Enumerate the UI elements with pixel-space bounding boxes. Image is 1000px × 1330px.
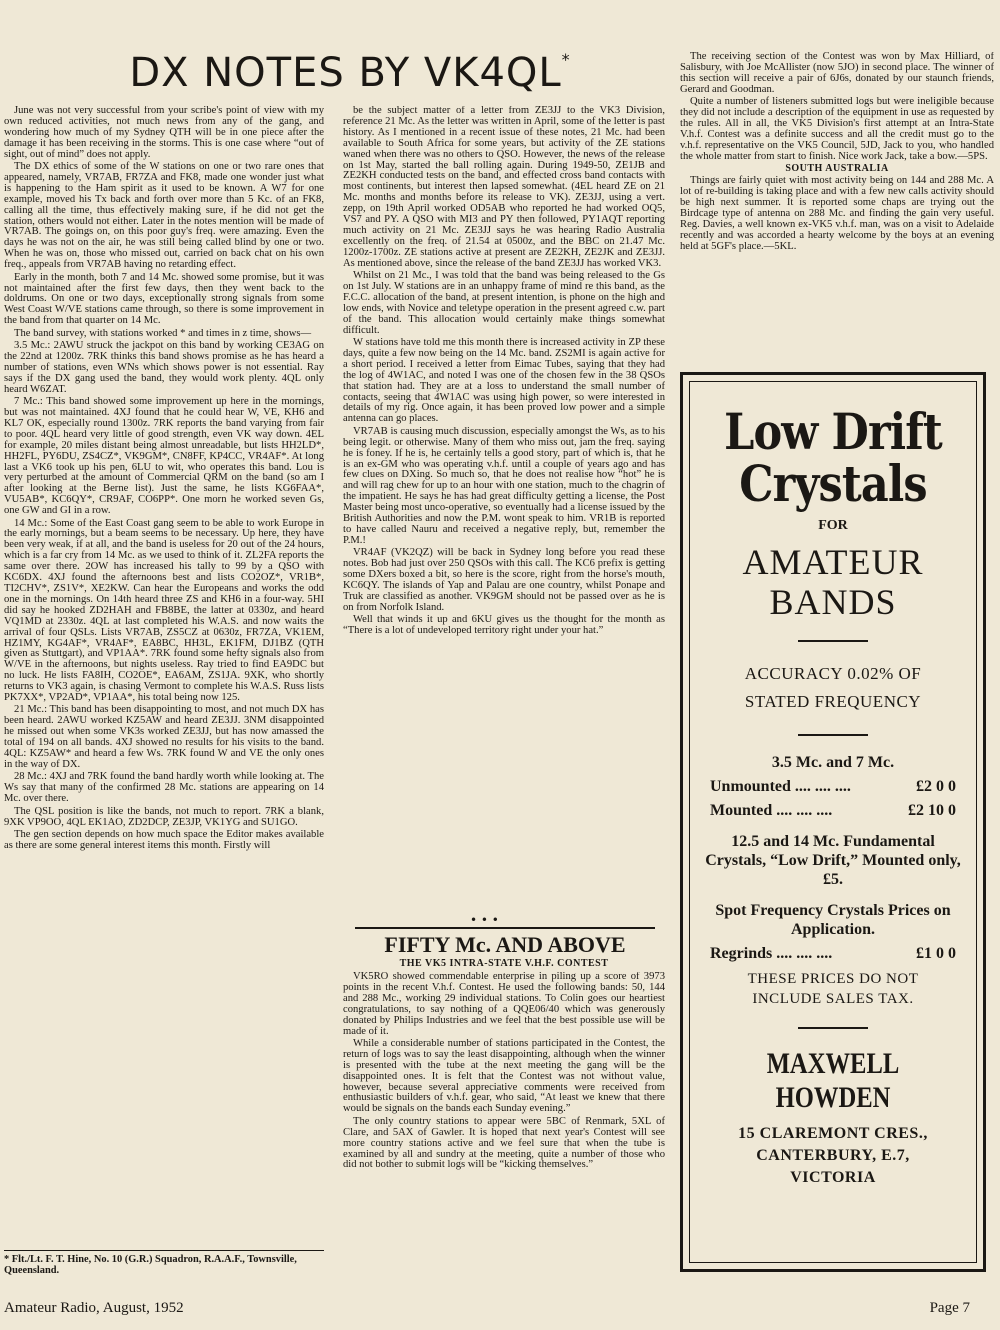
price-label: Mounted .... .... .... xyxy=(710,802,833,819)
column-2 xyxy=(343,106,665,956)
paragraph: 28 Mc.: 4XJ and 7RK found the band hardly worth while looking at. The Ws say that many of the confirmed 28 Mc. stations are appearing on 14 Mc. over there. xyxy=(4,771,324,805)
ad-accuracy-line-2: STATED FREQUENCY xyxy=(744,692,922,711)
paragraph: VR7AB is causing much discussion, especially amongst the Ws, as to his being legit. or otherwise. Many of them who miss out, jam the freq. saying he is foney. If he is, he certainly tells a good story, part of which is, that he is an ex-GM who was operating v.h.f. until a couple of years ago and has few clues on DXing. So much so, that he does not realise how “hot” he is and will rag chew for up to an hour with one station, much to the chagrin of the impatient. He says he has had great difficulty getting a license, the Post Master being most unco-operative, so eventually had a license issued by the British Authorities and now the P.M. wont speak to him. VR1B is reported to have called Nauru and received a negative reply, but, remember the P.M.! xyxy=(343,425,665,546)
ad-company-name: MAXWELL HOWDEN xyxy=(766,1047,900,1114)
ad-amateur-bands xyxy=(690,542,976,622)
subheading-vk5-contest: THE VK5 INTRA-STATE V.H.F. CONTEST xyxy=(399,958,609,969)
paragraph: Whilst on 21 Mc., I was told that the band was being released to the Gs on 1st July. W stations are in an unhappy frame of mind re this band, as the F.C.C. allocation of the band, at present intention, is phone on the high and low ends, with Novice and teletype operation in the present agreed c.w. part of the band. This allocation would certainly make things somewhat difficult. xyxy=(343,270,665,336)
paragraph: The band survey, with stations worked * and times in z time, shows— xyxy=(14,327,312,339)
author-footnote: * Flt./Lt. F. T. Hine, No. 10 (G.R.) Squadron, R.A.A.F., Townsville, Queensland. xyxy=(4,1250,324,1276)
footer-page-number: Page 7 xyxy=(929,1300,970,1316)
paragraph: The gen section depends on how much space the Editor makes available as there are some general interest items this month. Firstly will xyxy=(4,828,324,851)
paragraph: Well that winds it up and 6KU gives us the thought for the month as “There is a lot of undeveloped territory right under your hat.” xyxy=(343,614,665,637)
price-value: £1 0 0 xyxy=(916,945,956,962)
paragraph: 21 Mc.: This band has been disappointing to most, and not much DX has been heard. 2AWU worked KZ5AW and heard ZE3JJ. 3NM disappointed he missed out when some VK3s worked ZE3JJ, but has now amassed the total of 194 on all bands. 4XJ showed no results for his visits to the band. 4QL: KZ5AW* and heard a few Ws. 7RK found W and VE the only ones in the way of DX. xyxy=(4,704,324,770)
paragraph: While a considerable number of stations participated in the Contest, the return of logs was to say the least disappointing, although when the winner is presented with the tube at the next meeting the gang will be the disappointed ones. It is felt that the Contest was not without value, however, because several appreciative comments were received from enthusiastic builders of v.h.f. gear, who said, “At least we knew that there would be signals on the bands each Sunday evening.” xyxy=(343,1037,665,1115)
paragraph: 14 Mc.: Some of the East Coast gang seem to be able to work Europe in the early mornings, but a beam seems to be necessary. Up here, they have been very weak, if at all, and the band is useless for 20 out of the 24 hours, which is a far cry from 14 Mc. as we used to think of it. ZL2FA reports the same over there. 2OW has increased his tally to 99 by a QSO with KC6DX. 4XJ found the afternoons best and lists CO2OZ*, VR1B*, TI2CHV*, ZS1V*, XE2KW. Can hear the Europeans and works the odd one in the mornings. On 14th heard three ZS and KH6 in a four-way. 5HI did say he hooked ZD2HAH and FB8BE, the latter at 0330z, and heard VQ1MD at 2330z. 4QL at last completed his W.A.S. and now waits the arrival of four QSLs. Lists VR7AB, ZS5CZ at 0630z, FR7ZA, VK1EM, HZ1MY, KG4AF*, VR4AF*, EA8BC, HH3L, EK1FM, DJ1BZ (QTH given as Stuttgart), and VP1AA*. 7RK found some hefty signals also from W/VE in the afternoons, but nights useless. Ray tried to find EA9DC but no luck. He lists FA8IH, CO2OE*, EA6AM, ZS1JA. 9XK, who shortly returns to VK3 again, is chasing Vermont to complete his W.A.S. Russ lists PK7XX*, VP2AD*, VP1AA*, his total being now 125. xyxy=(4,517,324,704)
ad-bands: BANDS xyxy=(769,582,897,622)
ad-price-unmounted xyxy=(690,778,976,796)
paragraph: The DX ethics of some of the W stations on one or two rare ones that appeared, namely, VR7AB, FR7ZA and FK8, made one wonder just what is happening to the Ham spirit as it used to be known. A W7 for one example, moved his Tx back and forth over more than 5 Kc. of an FK8, calling all the time, thus effectively making sure, if he did not get the station, others would not either. Later in the notes mention will be made of VR7AB. The goings on, on this poor guy's freq. were amazing. Even the days he was not on the air, he was still being called blind by one or two. When he was on, those who missed out, carried on back chat on his own freq., appeals from VR7AB having no retarding effect. xyxy=(4,161,324,271)
column-2-lower xyxy=(343,972,665,1264)
ad-title-line-2: Crystals xyxy=(739,454,927,513)
ad-for: FOR xyxy=(818,518,848,533)
ad-fundamental: 12.5 and 14 Mc. Fundamental Crystals, “Low Drift,” Mounted only, £5. xyxy=(705,833,961,888)
ad-title-line-1: Low Drift xyxy=(724,402,942,461)
price-label: Unmounted .... .... .... xyxy=(710,778,851,795)
paragraph: be the subject matter of a letter from ZE3JJ to the VK3 Division, reference 21 Mc. As the letter was written in April, some of the letter is past history. As I mentioned in a recent issue of these notes, 21 Mc. had been available to South Africa for some years, but activity of the ZE stations waned when there was no others to QSO. However, the news of the release on 1st May, started the ball rolling again. During 1949-50, ZE1JB and ZE2KH conducted tests on the band, and effected cross band contacts with most continents, but interest then lapsed somewhat. (4EL heard ZE on 21 Mc. months and months before its release to VK). ZE3JJ, using a vert. zepp, on 19th April worked OD5AB who reported he had worked OQ5, VS7 and PY. A QSO with MI3 and PY then followed, PY1AQT reporting much activity on 21 Mc. ZE3JJ says he was hearing Radio Australia excellently on the freq. of 21.54 at 0500z, and the BBC on 21.47 Mc. 1200z-1700z. ZE stations active at present are ZE2KH, ZE2JK and ZE3JJ. As mentioned above, since the release of the band ZE3JJ has worked VK3. xyxy=(343,106,665,269)
section-divider-dots: • • • xyxy=(470,913,499,927)
footer-publication: Amateur Radio, August, 1952 xyxy=(4,1300,184,1316)
ad-tax-note xyxy=(690,969,976,1009)
paragraph: The QSL position is like the bands, not much to report. 7RK a blank, 9XK VP9OO, 4QL EK1AO, ZD2DCP, ZE3JP, VK1YG and SU1GO. xyxy=(4,805,324,828)
paragraph: Things are fairly quiet with most activity being on 144 and 288 Mc. A lot of re-building is taking place and with a few new calls activity should be high next summer. It is reported some chaps are trying out the Birdcage type of antenna on 288 Mc. and finding the gain very useful. Reg. Davies, a well known ex-VK5 v.h.f. man, was on a visit to Adelaide recently and was accorded a hearty welcome by the boys at an evening held at 5GF's place.—5KL. xyxy=(680,175,994,252)
title-text: DX NOTES BY VK4QL xyxy=(129,50,562,96)
price-value: £2 0 0 xyxy=(916,778,956,795)
paragraph: 7 Mc.: This band showed some improvement up here in the mornings, but was not maintained. 4XJ found that he could hear W, VE, KH6 and KL7 OK, especially round 1300z. 7RK reports the band varying from fair to poor. 4QL heard very little of good strength, even VK way down. 4EL for example, 20 miles distant being almost unreadable, but lists HH2LD*, HH2FL, PY6DU, ZS4CZ*, VK9GM*, CN8FF, KP4CC, VR4AF*. At long last a VK6 took up his pen, 6LU to wit, who operates this band. Lou is very perturbed at the amount of Commercial QRM on the band (so am I after looking at the Berne list). Just the same, he lists KG6FAA*, VU5AB*, KC6QY*, CR9AF, CO6PP*. One morn he worked seven Gs, one GW and GI in a row. xyxy=(4,396,324,517)
paragraph: VR4AF (VK2QZ) will be back in Sydney long before you read these notes. Bob had just over 250 QSOs with this call. The KC6 prefix is getting some DXers boxed a bit, so here is the score, right from the horse's mouth, KC6QY. The islands of Yap and Palau are one country, whilst Ponape and Truk are classified as another. VK9GM should not be passed over as he is on from Norfolk Island. xyxy=(343,547,665,613)
ad-address-line-3: VICTORIA xyxy=(790,1169,876,1186)
ad-divider xyxy=(798,734,868,736)
ad-accuracy-line-1: ACCURACY 0.02% OF xyxy=(744,664,922,683)
ad-inner-border xyxy=(689,381,977,1263)
ad-title xyxy=(710,402,956,513)
ad-address xyxy=(690,1123,976,1189)
ad-mc-line: 3.5 Mc. and 7 Mc. xyxy=(771,754,895,771)
paragraph: Early in the month, both 7 and 14 Mc. showed some promise, but it was not maintained after the first few days, then they went back to the doldrums. On one or two days, exceptionally strong signals from some West Coast W/VE stations came through, so there is some improvement in the band from that quarter on 14 Mc. xyxy=(4,271,324,327)
ad-address-line-1: 15 CLAREMONT CRES., xyxy=(738,1125,928,1142)
paragraph: W stations have told me this month there is increased activity in ZP these days, quite a few now being on the 14 Mc. band. ZS2MI is again active for a short period. I received a letter from Eimac Tubes, saying that they had the log of 4W1AC, and noted I was one of the chosen few in the 38 QSOs that station had. They are at a loss to understand the small number of contacts, seeing that 4W1AC was using high power, so were interested in details of my rig. Once again, it has been proved low power and a simple antenna can go places. xyxy=(343,337,665,425)
paragraph: June was not very successful from your scribe's point of view with my own reduced activities, not much news from any of the gang, and wondering how much of my Sydney QTH will be in one piece after the damage it has been receiving in the storms. This is one case where “out of sight, out of mind” does not apply. xyxy=(4,106,324,160)
ad-accuracy xyxy=(690,660,976,716)
page-title xyxy=(110,50,590,96)
price-value: £2 10 0 xyxy=(908,802,956,819)
ad-tax-line-2: INCLUDE SALES TAX. xyxy=(752,991,914,1007)
section-heading-fifty-mc: FIFTY Mc. AND ABOVE xyxy=(355,927,655,958)
paragraph: The only country stations to appear were 5BC of Renmark, 5XL of Clare, and 5AX of Gawler. It is hoped that next year's Contest will see more country stations active and we feel sure that when the tube is examined by all and sundry at the meeting, quite a number of those who did not bother to submit logs will be “kicking themselves.” xyxy=(343,1115,665,1171)
column-1 xyxy=(4,106,324,1266)
title-footnote-mark: * xyxy=(561,50,571,69)
paragraph: The receiving section of the Contest was won by Max Hilliard, of Salisbury, with Joe McAllister (now 5JO) in second place. The winner of this section will receive a pair of 6J6s, donated by our staunch friends, Gerard and Goodman. xyxy=(680,52,994,95)
paragraph: 3.5 Mc.: 2AWU struck the jackpot on this band by working CE3AG on the 22nd at 1200z. 7RK thinks this band shows promise as he has heard a number of stations, even WNs which shows power is not essential. Ray says if the DX gang used the band, they would work plenty. 4QL only heard W6ZAT. xyxy=(4,340,324,395)
paragraph: VK5RO showed commendable enterprise in piling up a score of 3973 points in the recent V.h.f. Contest. He used the following bands: 50, 144 and 288 Mc., working 29 individual stations. To Colin goes our heartiest congratulations, to say nothing of a QQE06/40 which was generously donated by Philips Industries and we feel that the best possible use will be made of it. xyxy=(343,972,665,1037)
ad-amateur: AMATEUR xyxy=(742,542,924,582)
ad-price-regrinds xyxy=(690,945,976,963)
price-label: Regrinds .... .... .... xyxy=(710,945,833,962)
ad-divider xyxy=(798,1027,868,1029)
paragraph: Quite a number of listeners submitted logs but were ineligible because they did not include a description of the equipment in use as requested by the rules. All in all, the VK5 Division's first attempt at an Intra-State V.h.f. Contest was a definite success and all the credit must go to the v.h.f. representative on the VK5 Council, 5JD, Jack to you, who handled the whole matter from start to finish. Nice work Jack, take a bow.—5PS. xyxy=(680,96,994,162)
ad-address-line-2: CANTERBURY, E.7, xyxy=(756,1147,910,1164)
ad-spot-frequency: Spot Frequency Crystals Prices on Application. xyxy=(715,902,951,938)
subheading-south-australia: SOUTH AUSTRALIA xyxy=(785,163,889,175)
crystals-advertisement xyxy=(680,372,986,1272)
ad-price-mounted xyxy=(690,802,976,820)
column-3 xyxy=(680,52,994,360)
ad-tax-line-1: THESE PRICES DO NOT xyxy=(747,971,919,987)
ad-divider xyxy=(798,640,868,642)
